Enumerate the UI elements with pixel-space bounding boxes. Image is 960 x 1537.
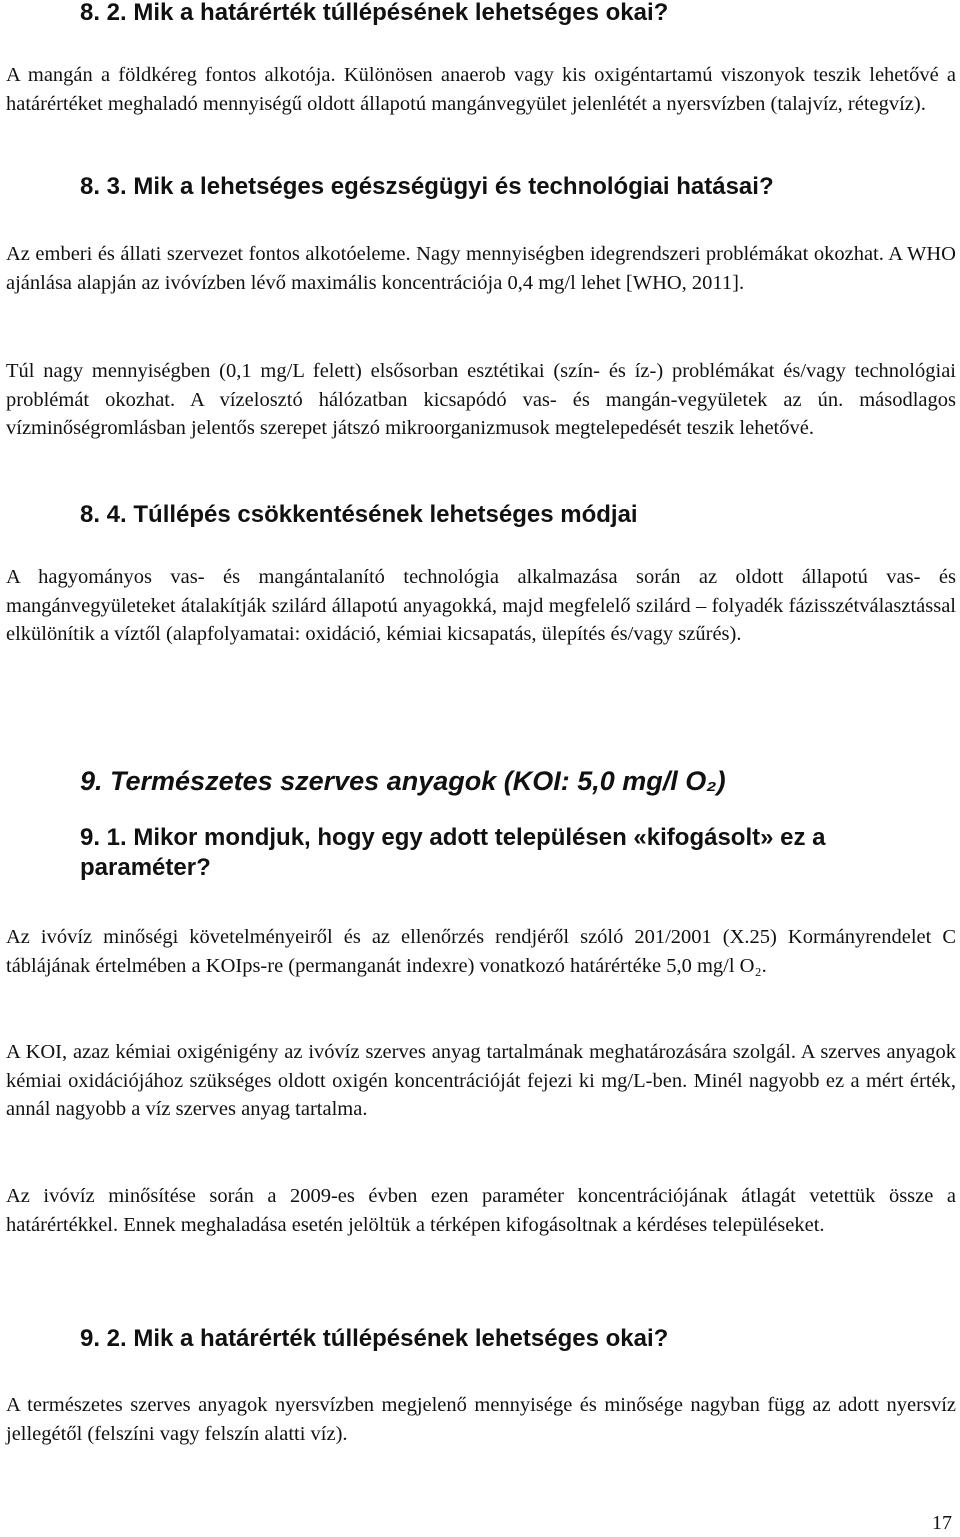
paragraph: Az ivóvíz minőségi követelményeiről és az ellenőrzés rendjéről szóló 201/2001 (X.25) Kormányrendelet C táblájának értelmében a KOIps-re (permanganát indexre) vonatkozó határértéke 5,0 mg/l O₂. bbox=[6, 926, 956, 977]
paragraph: Az ivóvíz minősítése során a 2009-es évben ezen paraméter koncentrációjának átlagát vetettük össze a határértékkel. Ennek meghaladása esetén jelöltük a térképen kifogásoltnak a kérdéses településeket. bbox=[6, 1185, 956, 1236]
paragraph: A hagyományos vas- és mangántalanító technológia alkalmazása során az oldott állapotú vas- és mangánvegyületeket átalakítják szilárd állapotú anyagokká, majd megfelelő szilárd – folyadék fázisszétválasztással elkülönítik a víztől (alapfolyamatai: oxidáció, kémiai kicsapatás, ülepítés és/vagy szűrés). bbox=[6, 566, 956, 646]
paragraph: Túl nagy mennyiségben (0,1 mg/L felett) elsősorban esztétikai (szín- és íz-) problémákat és/vagy technológiai problémát okozhat. A vízelosztó hálózatban kicsapódó vas- és mangán-vegyületek az ún. másodlagos vízminőségromlásban jelentős szerepet játszó mikroorganizmusok megtelepedését teszik lehetővé. bbox=[6, 360, 956, 440]
section-heading-8-3: 8. 3. Mik a lehetséges egészségügyi és technológiai hatásai? bbox=[80, 173, 774, 200]
paragraph: A természetes szerves anyagok nyersvízben megjelenő mennyisége és minősége nagyban függ az adott nyersvíz jellegétől (felszíni vagy felszín alatti víz). bbox=[6, 1394, 956, 1445]
chapter-heading-9: 9. Természetes szerves anyagok (KOI: 5,0 mg/l O₂) bbox=[80, 766, 726, 796]
paragraph: Az emberi és állati szervezet fontos alkotóeleme. Nagy mennyiségben idegrendszeri problémákat okozhat. A WHO ajánlása alapján az ivóvízben lévő maximális koncentrációja 0,4 mg/l lehet [WHO, 2011]. bbox=[6, 243, 956, 294]
section-heading-8-4: 8. 4. Túllépés csökkentésének lehetséges módjai bbox=[80, 501, 638, 528]
page-number: 17 bbox=[932, 1512, 952, 1534]
section-heading-9-2: 9. 2. Mik a határérték túllépésének lehetséges okai? bbox=[80, 1325, 669, 1352]
section-heading-8-2: 8. 2. Mik a határérték túllépésének lehetséges okai? bbox=[80, 0, 669, 26]
paragraph: A KOI, azaz kémiai oxigénigény az ivóvíz szerves anyag tartalmának meghatározására szolgál. A szerves anyagok kémiai oxidációjához szükséges oldott oxigén koncentrációját fejezi ki mg/L-ben. Minél nagyobb ez a mért érték, annál nagyobb a víz szerves anyag tartalma. bbox=[6, 1041, 956, 1121]
section-heading-9-1: 9. 1. Mikor mondjuk, hogy egy adott településen «kifogásolt» ez a paraméter? bbox=[80, 824, 826, 881]
paragraph: A mangán a földkéreg fontos alkotója. Különösen anaerob vagy kis oxigéntartamú viszonyok teszik lehetővé a határértéket meghaladó mennyiségű oldott állapotú mangánvegyület jelenlétét a nyersvízben (talajvíz, rétegvíz). bbox=[6, 64, 956, 115]
